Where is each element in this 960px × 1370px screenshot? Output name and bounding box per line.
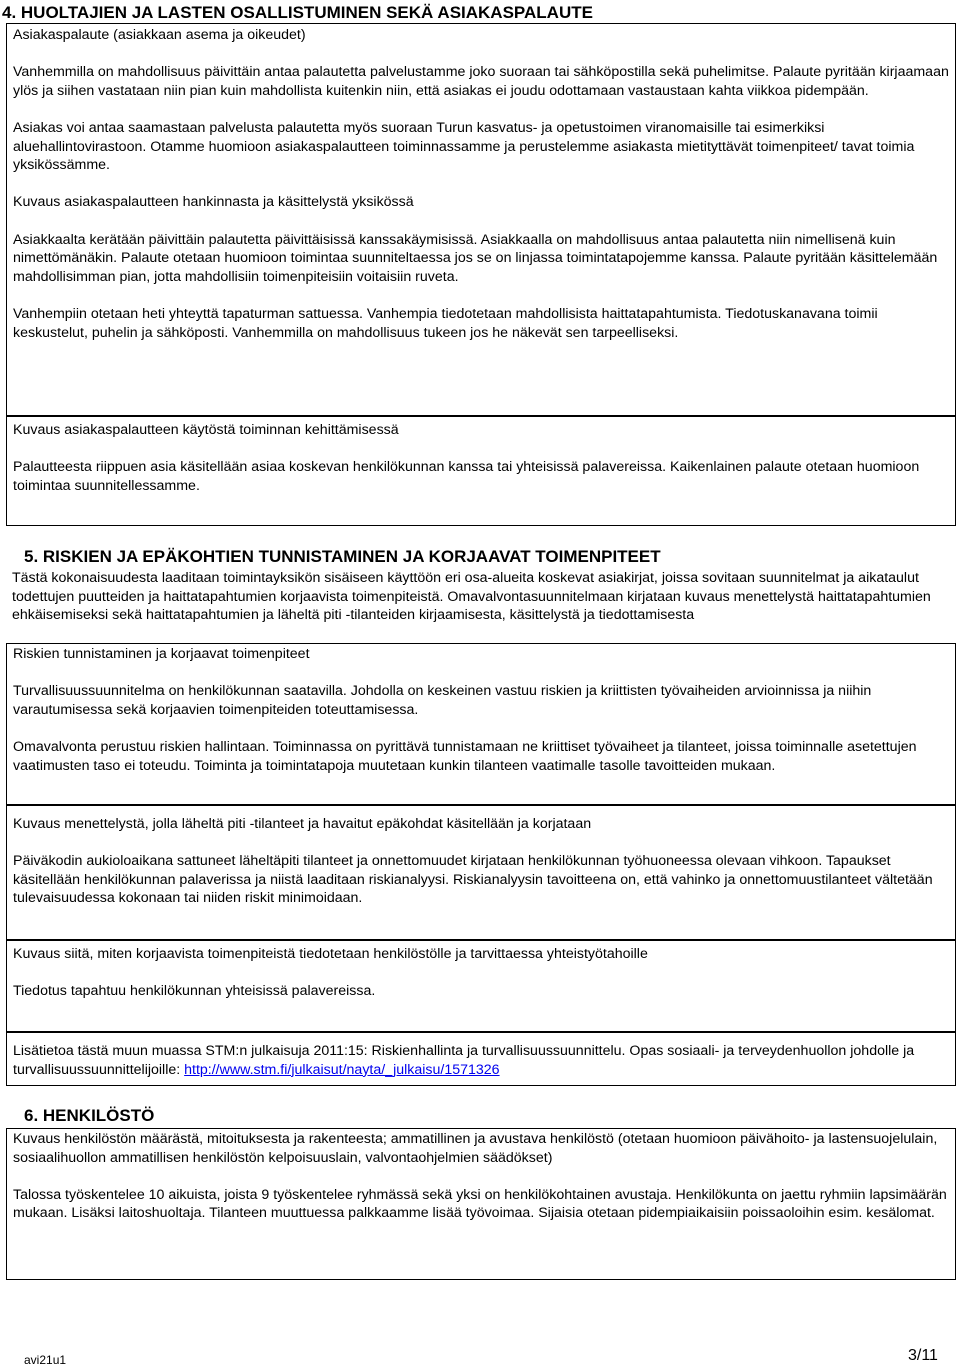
feedback-development-box bbox=[6, 416, 956, 526]
near-miss-paragraph: Päiväkodin aukioloaikana sattuneet läheltäpiti tilanteet ja onnettomuudet kirjataan henkilökunnan työhuoneessa olevaan vihkoon. Tapaukset käsitellään henkilökunnan palaverissa ja niistä laaditaan riskianalyysi. Riskianalyysin tavoitteena on, että vahinko ja onnettomuustilanteet vältetään tulevaisuudessa kokonaan tai niiden riskit minimoidaan. bbox=[13, 853, 933, 907]
section-6-heading: 6. HENKILÖSTÖ bbox=[24, 1106, 155, 1125]
feedback-paragraph-4: Vanhempiin otetaan heti yhteyttä tapaturman sattuessa. Vanhempia tiedotetaan mahdollisista haittatapahtumista. Tiedotuskanavana toimii keskustelut, puhelin ja sähköposti. Vanhemmilla on mahdollisuus tukeen jos he näkevät sen tarpeelliseksi. bbox=[13, 305, 878, 341]
feedback-paragraph-2: Asiakas voi antaa saamastaan palvelusta palautetta myös suoraan Turun kasvatus- ja opetustoimen viranomaisille tai esimerkiksi aluehallintovirastoon. Otamme huomioon asiakaspalautteen toiminnassamme ja perustelemme asiakasta mietityttävät toimenpiteet/ tavat toimia yksikössämme. bbox=[13, 119, 915, 174]
corrective-info-title: Kuvaus siitä, miten korjaavista toimenpiteistä tiedotetaan henkilöstölle ja tarvittaessa yhteistyötahoille bbox=[13, 946, 648, 962]
personnel-box bbox=[6, 1128, 956, 1280]
footer-page-number: 3/11 bbox=[908, 1347, 938, 1364]
risk-identification-paragraph-2: Omavalvonta perustuu riskien hallintaan. Toiminnassa on pyrittävä tunnistamaan ne kriittiset työvaiheet ja tilanteet, joissa toiminnalle asetettujen vaatimusten taso ei toteudu. Toiminta ja toimintatapoja muutetaan kunkin tilanteen vaatimalle tasolle tavoitteiden mukaan. bbox=[13, 738, 917, 774]
risk-identification-paragraph-1: Turvallisuussuunnitelma on henkilökunnan saatavilla. Johdolla on keskeinen vastuu riskien ja kriittisten työvaiheiden arvioinnissa ja niihin varautumisessa sekä korjaavien toimenpiteiden toteuttamisessa. bbox=[13, 683, 872, 718]
section-4-heading: 4. HUOLTAJIEN JA LASTEN OSALLISTUMINEN SEKÄ ASIAKASPALAUTE bbox=[2, 3, 593, 22]
section-5-intro: Tästä kokonaisuudesta laaditaan toimintayksikön sisäiseen käyttöön eri osa-alueita koskevat asiakirjat, joissa sovitaan suunnitelmat ja aikataulut todettujen puutteiden ja haittatapahtumien korjaavista toimenpiteistä. Omavalvontasuunnitelmaan kirjataan kuvaus menettelystä haittatapahtumien ehkäisemiseksi sekä haittatapahtumien ja läheltä piti -tilanteiden kirjaamisesta, käsittelystä ja tiedottamisesta bbox=[12, 570, 931, 624]
feedback-box-title: Asiakaspalaute (asiakkaan asema ja oikeudet) bbox=[13, 27, 306, 43]
section-5-heading: 5. RISKIEN JA EPÄKOHTIEN TUNNISTAMINEN JA KORJAAVAT TOIMENPITEET bbox=[24, 547, 661, 566]
corrective-info-paragraph: Tiedotus tapahtuu henkilökunnan yhteisissä palavereissa. bbox=[13, 983, 376, 1000]
risk-identification-title: Riskien tunnistaminen ja korjaavat toimenpiteet bbox=[13, 646, 310, 662]
feedback-paragraph-3: Asiakkaalta kerätään päivittäin palautetta päivittäisissä kanssakäymisissä. Asiakkaalla on mahdollisuus antaa palautetta niin nimellisenä kuin nimettömänäkin. Palaute otetaan huomioon toimintaa suunniteltaessa jos se on linjassa toimintatapojemme kanssa. Palaute pyritään käsittelemään mahdollisimman pian, jotta mahdollisiin toimenpiteisiin voitaisiin ruveta. bbox=[13, 231, 938, 285]
footer-document-code: avi21u1 bbox=[24, 1353, 67, 1367]
more-info-box bbox=[6, 1032, 956, 1086]
more-info-paragraph bbox=[13, 1042, 949, 1079]
feedback-box bbox=[6, 23, 956, 416]
near-miss-title: Kuvaus menettelystä, jolla läheltä piti -tilanteet ja havaitut epäkohdat käsitellään ja korjataan bbox=[13, 816, 592, 832]
personnel-paragraph-2: Talossa työskentelee 10 aikuista, joista 9 työskentelee ryhmässä sekä yksi on henkilökohtainen avustaja. Henkilökunta on jaettu ryhmiin lapsimäärän mukaan. Lisäksi laitoshuoltaja. Tilanteen muuttuessa palkkaamme lisää työvoimaa. Sijaisia otetaan pidempiaikaisiin poissaoloihin esim. kesälomat. bbox=[13, 1186, 947, 1222]
risk-identification-box bbox=[6, 643, 956, 805]
corrective-info-box bbox=[6, 940, 956, 1032]
feedback-subtitle: Kuvaus asiakaspalautteen hankinnasta ja käsittelystä yksikössä bbox=[13, 194, 414, 211]
more-info-text: Lisätietoa tästä muun muassa STM:n julkaisuja 2011:15: Riskienhallinta ja turvallisuussuunnittelu. Opas sosiaali- ja terveydenhuollon johdolle ja turvallisuussuunnittelijoille: bbox=[13, 1043, 915, 1078]
feedback-development-paragraph: Palautteesta riippuen asia käsitellään asiaa koskevan henkilökunnan kanssa tai yhteisissä palavereissa. Kaikenlainen palaute otetaan huomioon toimintaa suunnitellessamme. bbox=[13, 459, 920, 494]
stm-publication-link[interactable]: http://www.stm.fi/julkaisut/nayta/_julkaisu/1571326 bbox=[184, 1061, 500, 1078]
feedback-development-title: Kuvaus asiakaspalautteen käytöstä toiminnan kehittämisessä bbox=[13, 422, 399, 438]
personnel-paragraph-1: Kuvaus henkilöstön määrästä, mitoituksesta ja rakenteesta; ammatillinen ja avustava henkilöstö (otetaan huomioon päivähoito- ja lastensuojelulain, sosiaalihuollon ammatillisen henkilöstön kelpoisuuslain, valvontaohjelmien säädökset) bbox=[13, 1131, 938, 1166]
feedback-paragraph-1: Vanhemmilla on mahdollisuus päivittäin antaa palautetta palvelustamme joko suoraan tai sähköpostilla sekä puhelimitse. Palaute pyritään kirjaamaan ylös ja siihen vastataan niin pian kuin mahdollista kuitenkin niin, että asiakas ei joudu odottamaan vastaustaan kahta viikkoa pidempään. bbox=[13, 64, 949, 99]
near-miss-box bbox=[6, 805, 956, 940]
